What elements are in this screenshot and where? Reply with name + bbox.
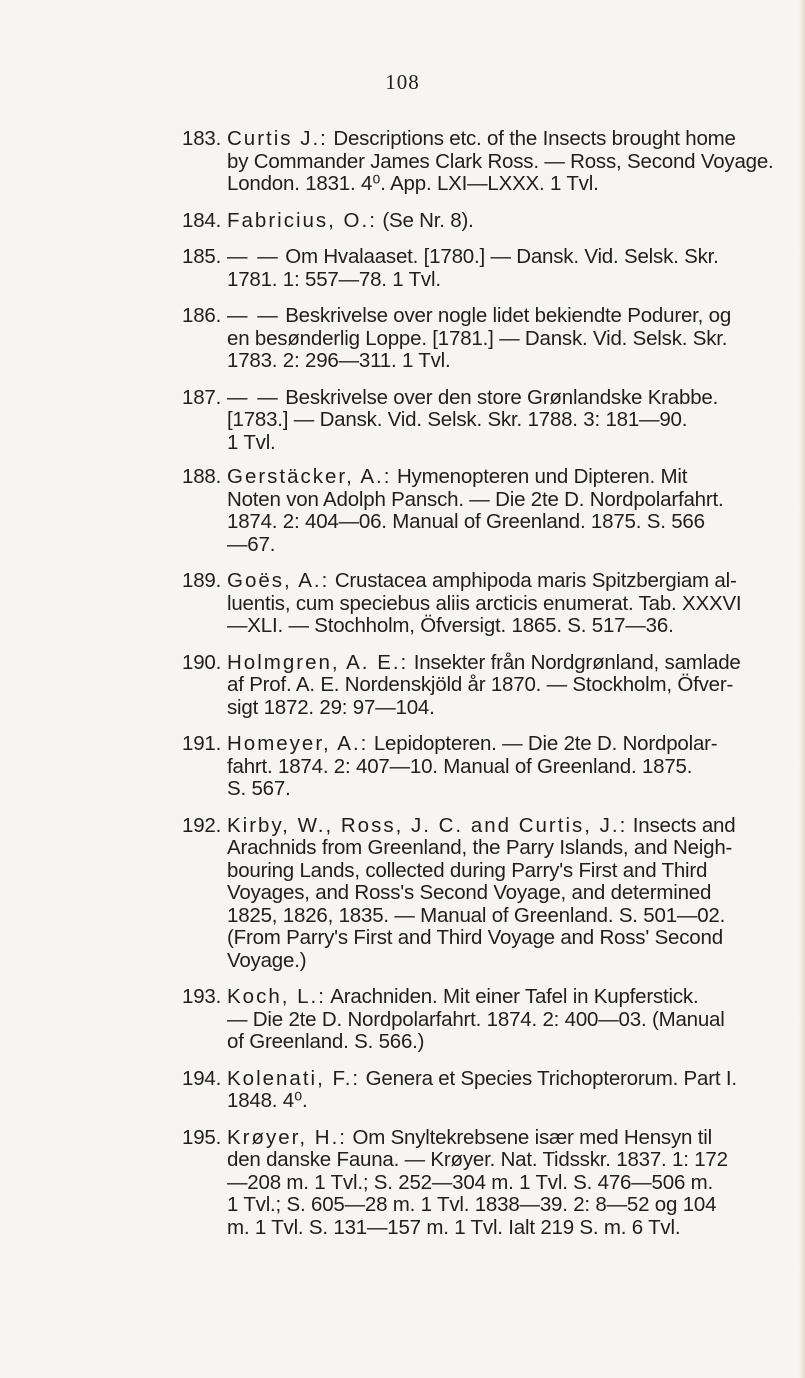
entry-line: 1 Tvl. [227, 430, 276, 454]
entry-line [227, 1127, 742, 1150]
entry-185 [182, 246, 742, 291]
entry-188 [182, 466, 742, 556]
entry-line [227, 466, 742, 489]
entry-text: Genera et Species Trichopterorum. Part I. [365, 1066, 737, 1090]
entry-line: 1781. 1: 557—78. 1 Tvl. [227, 267, 441, 291]
entry-line [227, 246, 742, 269]
entry-187 [182, 387, 742, 455]
entry-line: Voyage.) [227, 948, 307, 972]
entry-number: 192. [182, 813, 222, 837]
entry-number: 194. [182, 1066, 222, 1090]
entry-text: Crustacea amphipoda maris Spitzbergiam al- [334, 569, 737, 592]
entry-author: Homeyer, A.: [227, 732, 369, 755]
entry-line [227, 815, 742, 838]
entry-number: 193. [182, 985, 222, 1008]
bibliography-list [182, 127, 774, 1253]
entry-189 [182, 570, 742, 638]
entry-line [227, 986, 742, 1009]
entry-line: m. 1 Tvl. S. 131—157 m. 1 Tvl. Ialt 219 S. m. 6 Tvl. [227, 1215, 681, 1239]
entry-author: Curtis J.: [227, 127, 328, 150]
entry-text: (Se Nr. 8). [382, 208, 474, 232]
entry-author: — — [227, 385, 280, 409]
entry-line: Noten von Adolph Pansch. — Die 2te D. Nordpolarfahrt. [227, 487, 724, 511]
entry-line: — Die 2te D. Nordpolarfahrt. 1874. 2: 400—03. (Manual [227, 1007, 725, 1031]
entry-line: luentis, cum speciebus aliis arcticis enumerat. Tab. XXXVI [227, 591, 742, 615]
entry-183 [182, 127, 774, 196]
entry-text: Insects and [632, 813, 736, 837]
entry-number: 190. [182, 650, 222, 674]
entry-191 [182, 733, 742, 801]
entry-author: — — [227, 304, 280, 327]
entry-number: 185. [182, 245, 222, 268]
entry-line: —208 m. 1 Tvl.; S. 252—304 m. 1 Tvl. S. 476—506 m. [227, 1170, 714, 1194]
entry-line: (From Parry's First and Third Voyage and Ross' Second [227, 926, 723, 949]
entry-line [227, 1068, 742, 1091]
entry-195 [182, 1127, 742, 1240]
entry-text: Om Hvalaaset. [1780.] — Dansk. Vid. Selsk. Skr. [285, 245, 719, 268]
page-number: 108 [385, 70, 420, 94]
entry-line: —XLI. — Stochholm, Öfversigt. 1865. S. 517—36. [227, 614, 674, 637]
entry-line: af Prof. A. E. Nordenskjöld år 1870. — Stockholm, Öfver- [227, 673, 734, 696]
entry-193 [182, 986, 742, 1054]
entry-line [227, 733, 742, 756]
entry-line: Voyages, and Ross's Second Voyage, and determined [227, 881, 712, 904]
entry-line [227, 210, 742, 233]
entry-line: sigt 1872. 29: 97—104. [227, 695, 435, 719]
entry-line: London. 1831. 4⁰. App. LXI—LXXX. 1 Tvl. [227, 172, 599, 195]
entry-line: [1783.] — Dansk. Vid. Selsk. Skr. 1788. 3: 181—90. [227, 408, 688, 431]
entry-194 [182, 1068, 742, 1113]
entry-line: den danske Fauna. — Krøyer. Nat. Tidsskr. 1837. 1: 172 [227, 1148, 728, 1171]
entry-line: 1 Tvl.; S. 605—28 m. 1 Tvl. 1838—39. 2: 8—52 og 104 [227, 1193, 717, 1216]
entry-190 [182, 652, 742, 720]
entry-line: fahrt. 1874. 2: 407—10. Manual of Greenland. 1875. [227, 754, 693, 778]
entry-author: Gerstäcker, A.: [227, 465, 392, 488]
entry-line: 1874. 2: 404—06. Manual of Greenland. 1875. S. 566 [227, 510, 705, 533]
entry-line: Arachnids from Greenland, the Parry Islands, and Neigh- [227, 836, 733, 859]
entry-line: en besønderlig Loppe. [1781.] — Dansk. Vid. Selsk. Skr. [227, 326, 728, 350]
entry-line [227, 128, 742, 151]
entry-text: Arachniden. Mit einer Tafel in Kupferstick. [330, 985, 699, 1008]
entry-line [227, 305, 742, 328]
entry-author: Goës, A.: [227, 569, 330, 592]
entry-text: Beskrivelse over nogle lidet bekiendte Podurer, og [285, 304, 732, 327]
entry-186 [182, 305, 742, 373]
entry-author: Fabricius, O.: [227, 208, 377, 232]
entry-number: 195. [182, 1125, 222, 1149]
entry-number: 183. [182, 127, 222, 150]
entry-author: Krøyer, H.: [227, 1125, 347, 1149]
entry-line: bouring Lands, collected during Parry's First and Third [227, 858, 708, 882]
entry-number: 189. [182, 569, 222, 592]
entry-line: 1825, 1826, 1835. — Manual of Greenland. S. 501—02. [227, 903, 726, 927]
entry-number: 187. [182, 385, 222, 409]
entry-author: Koch, L.: [227, 985, 326, 1008]
entry-author: Kirby, W., Ross, J. C. and Curtis, J.: [227, 813, 628, 837]
entry-number: 184. [182, 208, 222, 232]
entry-author: Kolenati, F.: [227, 1066, 361, 1090]
entry-text: Descriptions etc. of the Insects brought home [333, 127, 736, 150]
entry-line: of Greenland. S. 566.) [227, 1030, 425, 1053]
entry-number: 186. [182, 304, 222, 327]
entry-line [227, 570, 742, 593]
entry-number: 191. [182, 732, 222, 755]
entry-text: Om Snyltekrebsene især med Hensyn til [352, 1125, 712, 1149]
entry-line [227, 387, 742, 410]
page-edge [799, 0, 805, 1378]
entry-text: Hymenopteren und Dipteren. Mit [396, 465, 688, 488]
entry-text: Beskrivelse over den store Grønlandske Krabbe. [285, 385, 719, 409]
entry-line: by Commander James Clark Ross. — Ross, Second Voyage. [227, 149, 774, 173]
entry-author: Holmgren, A. E.: [227, 650, 409, 674]
entry-line: 1783. 2: 296—311. 1 Tvl. [227, 349, 451, 372]
entry-text: Insekter från Nordgrønland, samlade [413, 650, 741, 674]
entry-line: 1848. 4⁰. [227, 1089, 308, 1112]
entry-line [227, 652, 742, 675]
entry-line: S. 567. [227, 777, 291, 800]
entry-author: — — [227, 245, 280, 268]
entry-192 [182, 815, 742, 973]
entry-line: —67. [227, 532, 276, 556]
entry-number: 188. [182, 465, 222, 488]
entry-184 [182, 210, 742, 233]
entry-text: Lepidopteren. — Die 2te D. Nordpolar- [373, 732, 718, 755]
